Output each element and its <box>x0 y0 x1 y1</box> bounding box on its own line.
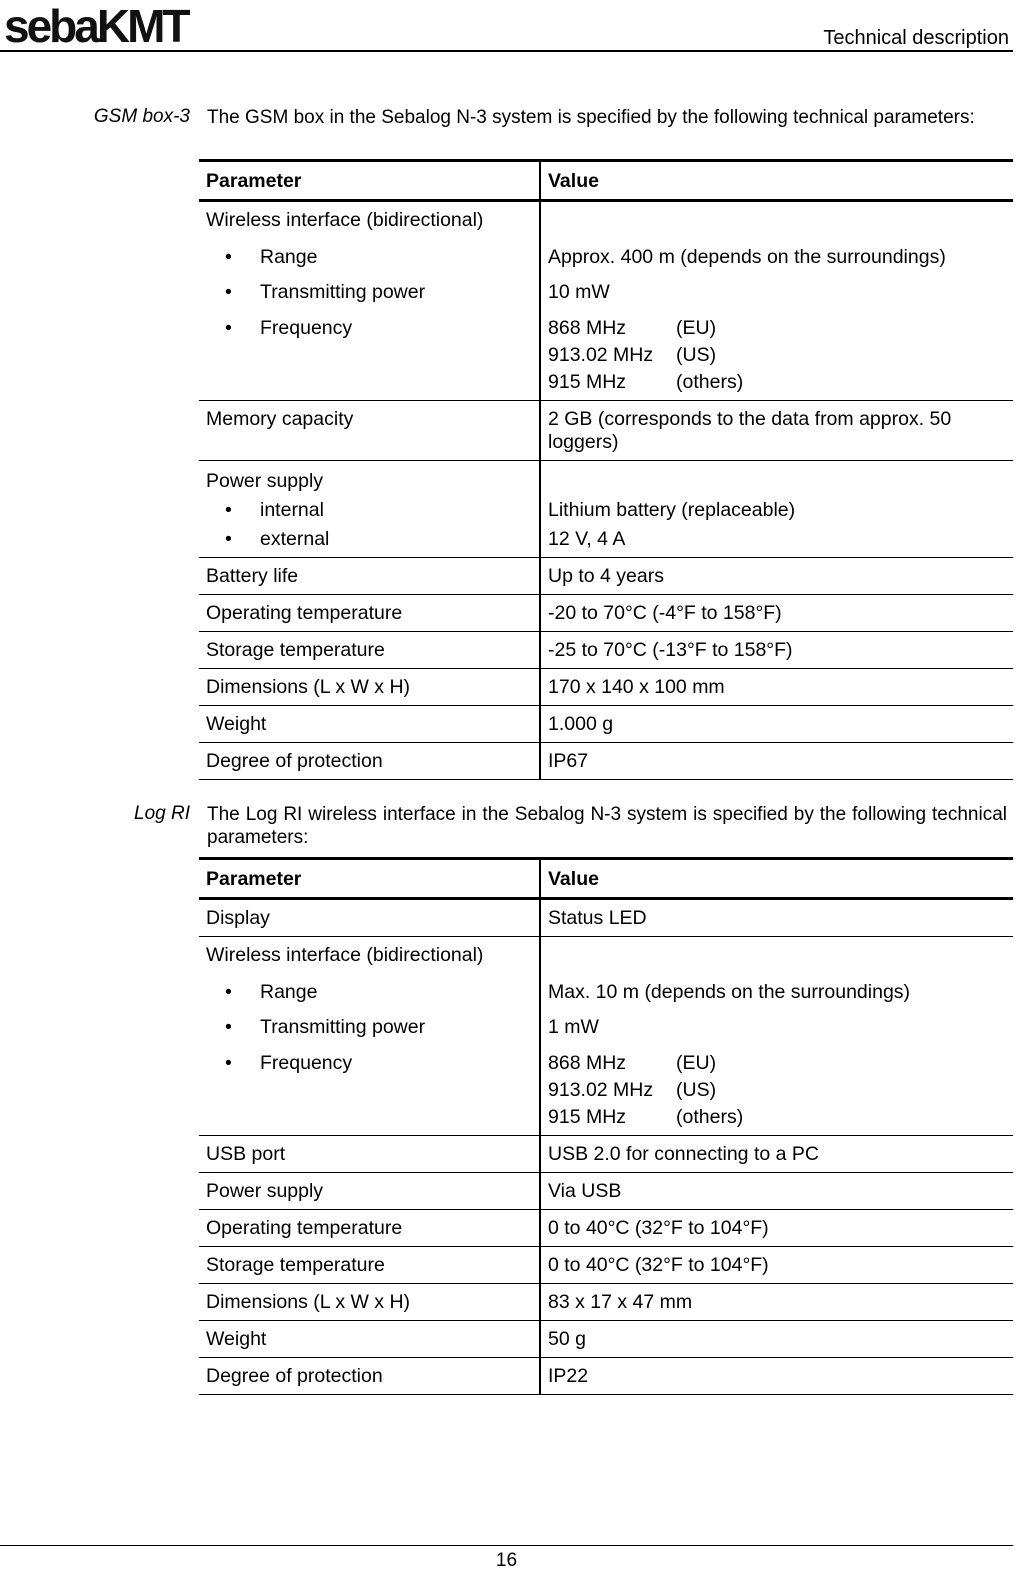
col-value-header: Value <box>540 859 1013 899</box>
power-supply-label: Power supply <box>206 470 324 492</box>
range-value: Approx. 400 m (depends on the surroundings) <box>548 246 946 268</box>
bullet-icon: • <box>225 246 232 268</box>
header-divider <box>0 50 1013 52</box>
bullet-icon: • <box>225 1016 232 1038</box>
range-label: Range <box>260 246 318 268</box>
bullet-icon: • <box>225 281 232 303</box>
power-value: 1 mW <box>548 1016 599 1038</box>
bullet-icon: • <box>225 317 232 339</box>
table-row <box>199 401 1013 461</box>
logri-spec-table <box>199 857 1013 1395</box>
table-row: USB port USB 2.0 for connecting to a PC <box>199 1136 1013 1173</box>
logri-section-label: Log RI <box>134 803 190 824</box>
wireless-label: Wireless interface (bidirectional) <box>206 209 484 231</box>
wireless-label: Wireless interface (bidirectional) <box>206 944 484 966</box>
table-row <box>199 201 1013 401</box>
table-row <box>199 461 1013 558</box>
bullet-icon: • <box>225 1052 232 1074</box>
gsm-spec-table <box>199 159 1013 780</box>
frequency-row: 913.02 MHz (US) <box>548 1079 717 1101</box>
frequency-row: 915 MHz (others) <box>548 371 744 393</box>
bullet-icon: • <box>225 528 232 550</box>
power-value: 10 mW <box>548 281 610 303</box>
footer-divider <box>0 1545 1013 1546</box>
table-row: Operating temperature 0 to 40°C (32°F to 104°F) <box>199 1210 1013 1247</box>
bullet-icon: • <box>225 981 232 1003</box>
table-header-row <box>199 161 1013 201</box>
internal-label: internal <box>260 499 324 521</box>
power-label: Transmitting power <box>260 1016 426 1038</box>
frequency-label: Frequency <box>260 1052 353 1074</box>
table-row: Storage temperature -25 to 70°C (-13°F to 158°F) <box>199 632 1013 669</box>
table-row: Weight 1.000 g <box>199 706 1013 743</box>
external-label: external <box>260 528 330 550</box>
table-row: Dimensions (L x W x H) 170 x 140 x 100 mm <box>199 669 1013 706</box>
table-row: Storage temperature 0 to 40°C (32°F to 104°F) <box>199 1247 1013 1284</box>
gsm-intro: The GSM box in the Sebalog N-3 system is specified by the following technical parameters: <box>207 107 975 128</box>
table-row <box>199 937 1013 1136</box>
col-parameter-header: Parameter <box>206 170 302 192</box>
table-row: Degree of protection IP67 <box>199 743 1013 780</box>
page-header <box>0 0 1031 52</box>
external-value: 12 V, 4 A <box>548 528 626 550</box>
range-label: Range <box>260 981 318 1003</box>
power-label: Transmitting power <box>260 281 426 303</box>
col-parameter-header: Parameter <box>206 868 302 890</box>
col-value-header: Value <box>540 161 1013 201</box>
table-row: Operating temperature -20 to 70°C (-4°F to 158°F) <box>199 595 1013 632</box>
bullet-icon: • <box>225 499 232 521</box>
frequency-row: 913.02 MHz (US) <box>548 344 717 366</box>
table-header-row <box>199 859 1013 899</box>
table-row: Weight 50 g <box>199 1321 1013 1358</box>
internal-value: Lithium battery (replaceable) <box>548 499 796 521</box>
frequency-row: 868 MHz (EU) <box>548 1052 717 1074</box>
sebakmt-logo <box>2 2 227 48</box>
range-value: Max. 10 m (depends on the surroundings) <box>548 981 911 1003</box>
gsm-section-label: GSM box-3 <box>93 106 190 127</box>
memory-label: Memory capacity <box>206 408 354 430</box>
frequency-row: 868 MHz (EU) <box>548 317 717 339</box>
table-row: Dimensions (L x W x H) 83 x 17 x 47 mm <box>199 1284 1013 1321</box>
table-row: Power supply Via USB <box>199 1173 1013 1210</box>
table-row: Display Status LED <box>199 899 1013 937</box>
header-title: Technical description <box>823 27 1009 49</box>
logri-intro: The Log RI wireless interface in the Sebalog N-3 system is specified by the following technical parameters: <box>207 804 1007 848</box>
page-number: 16 <box>495 1550 518 1571</box>
frequency-row: 915 MHz (others) <box>548 1106 744 1128</box>
frequency-label: Frequency <box>260 317 353 339</box>
svg-text:sebaKMT: sebaKMT <box>4 2 188 48</box>
table-row: Battery life Up to 4 years <box>199 558 1013 595</box>
table-row: Degree of protection IP22 <box>199 1358 1013 1395</box>
memory-value: 2 GB (corresponds to the data from approx. 50 loggers) <box>540 401 1013 461</box>
